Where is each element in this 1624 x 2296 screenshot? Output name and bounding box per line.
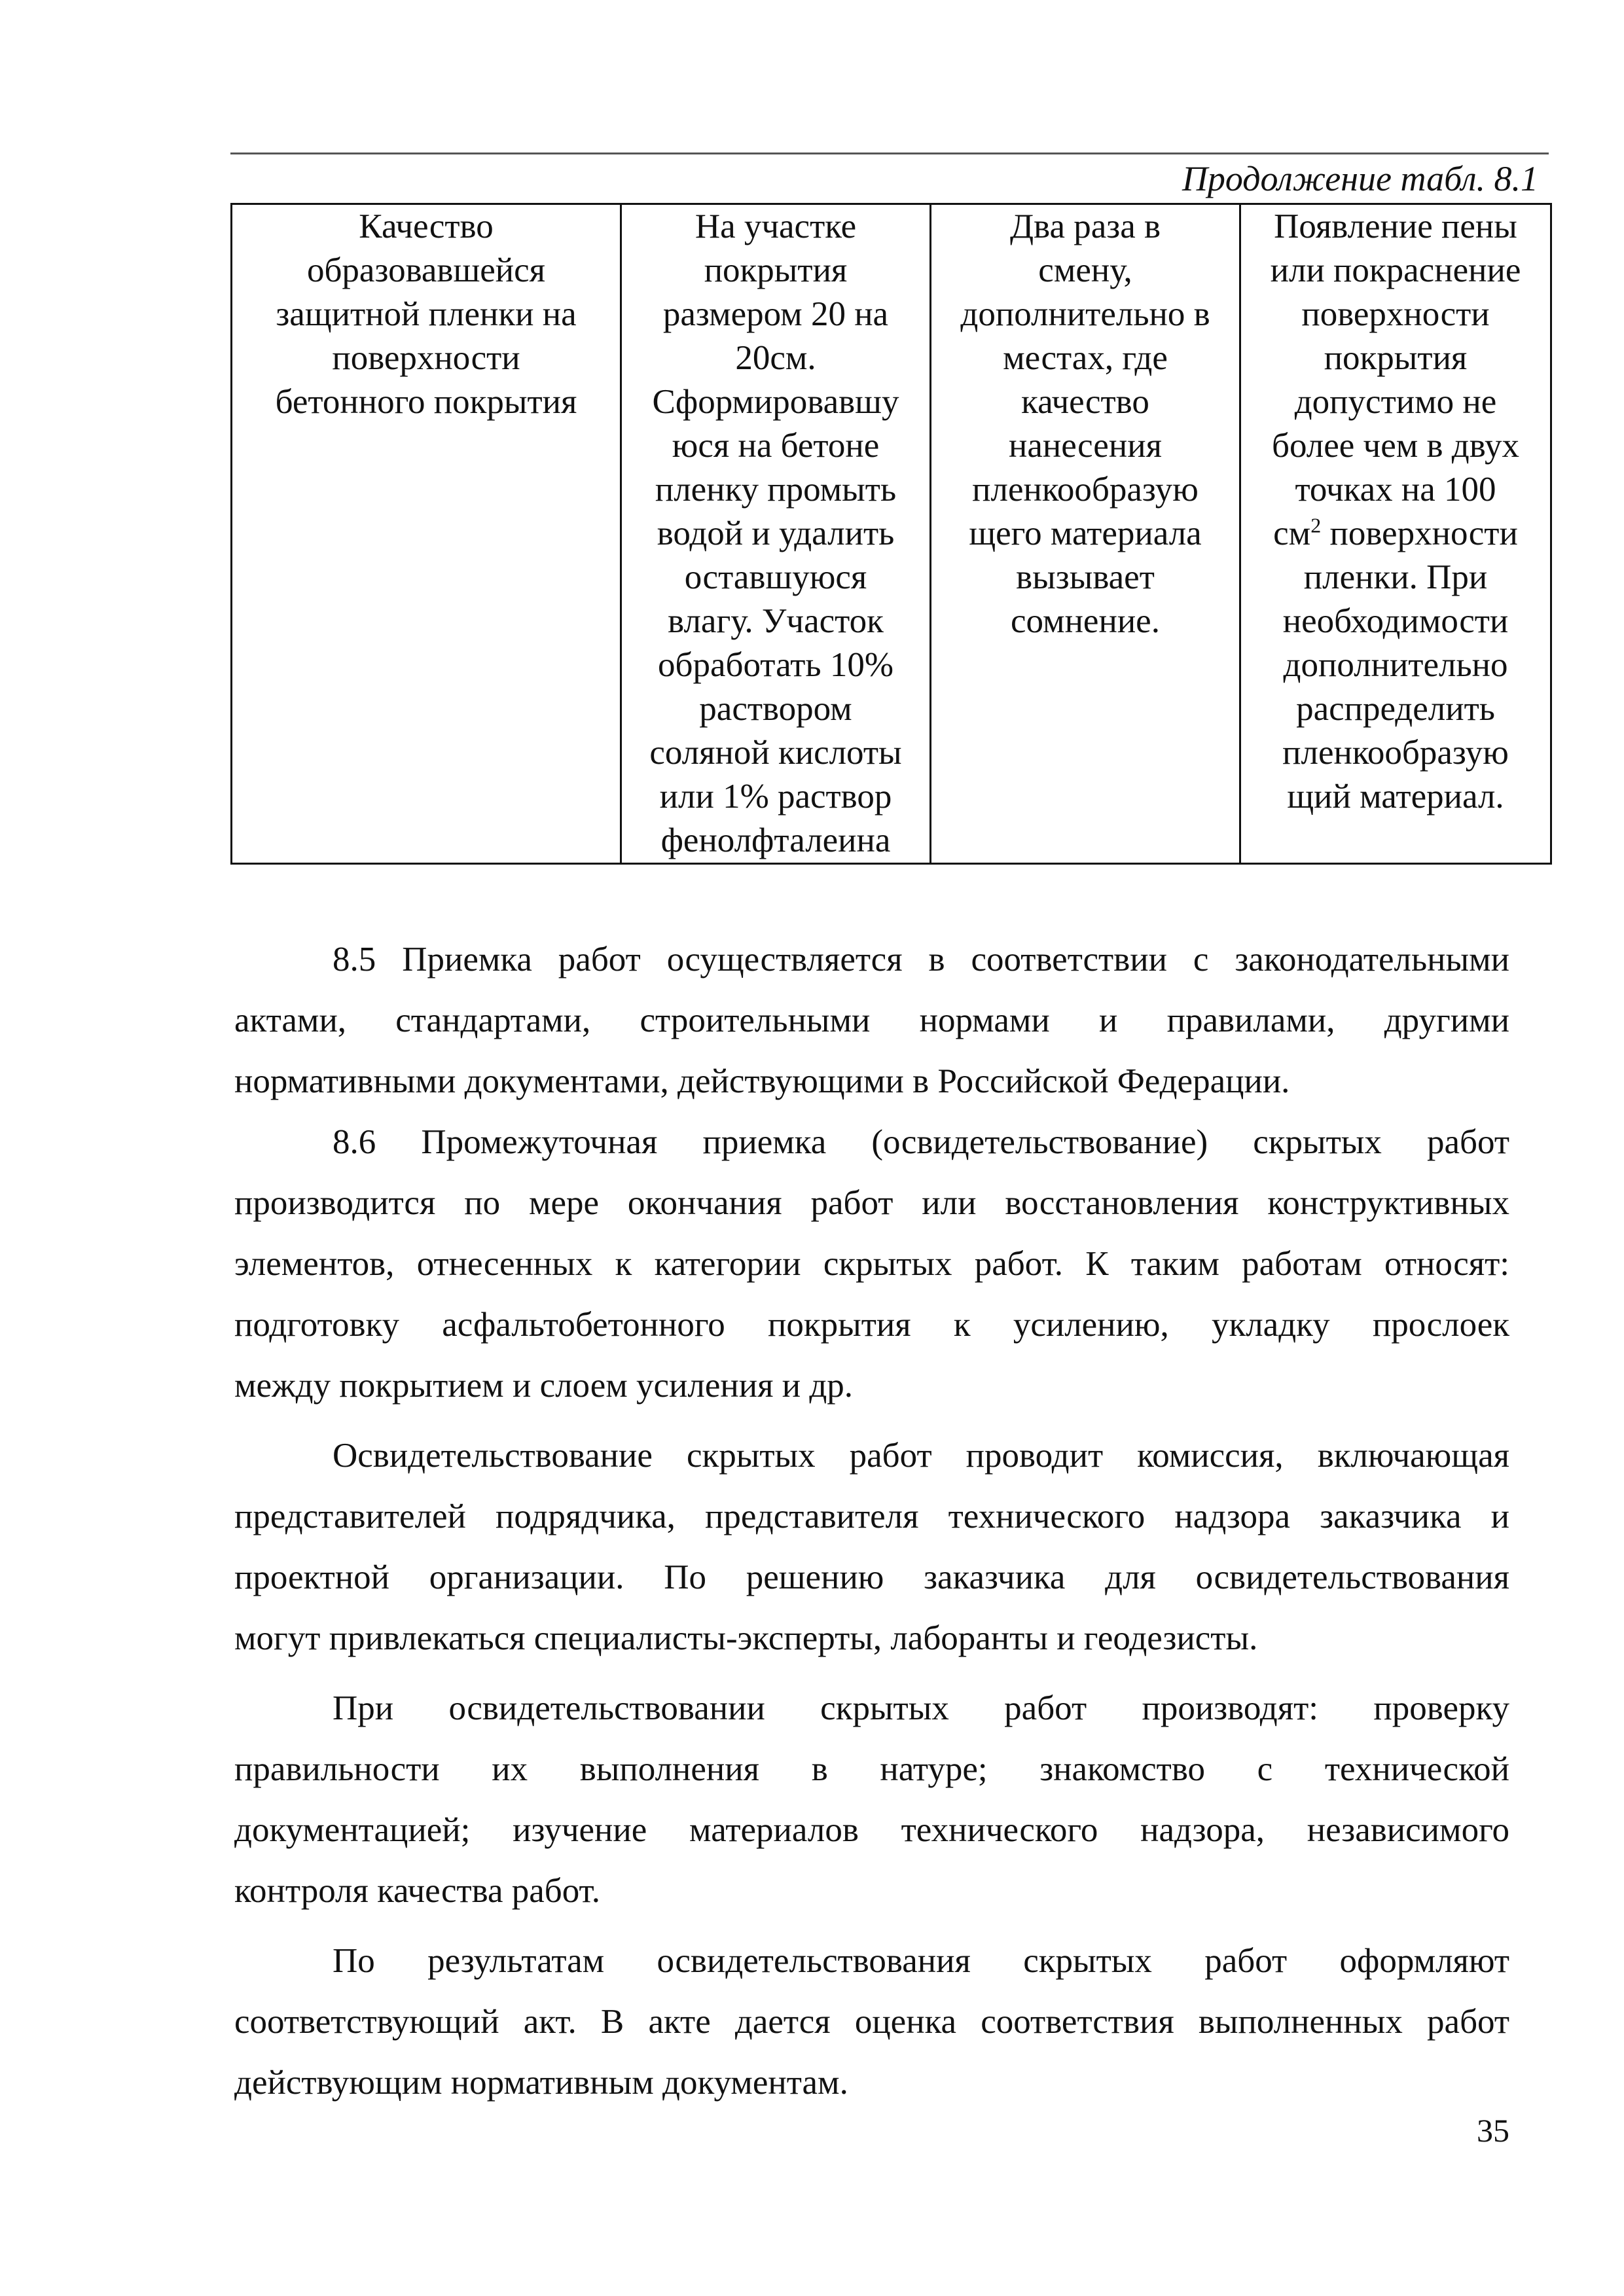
page-number: 35 xyxy=(1477,2112,1509,2149)
table-caption: Продолжение табл. 8.1 xyxy=(1182,159,1538,198)
body-text xyxy=(234,929,1509,2113)
paragraph-commission: Освидетельствование скрытых работ проводит комиссия, включающая представителей подрядчика, представителя технического надзора заказчика и проектной организации. По решению заказчика для освидетельствования могут привлекаться специалисты-эксперты, лаборанты и геодезисты. xyxy=(234,1437,1509,1657)
paragraph-inspection: При освидетельствовании скрытых работ производят: проверку правильности их выполнения в натуре; знакомство с технической документацией; изучение материалов технического надзора, независимого контроля качества работ. xyxy=(234,1689,1509,1910)
continuation-table xyxy=(230,203,1552,865)
square-cm-line: $см^2$ поверхности xyxy=(1273,513,1518,552)
table-cell-parameter: Качество образовавшейся защитной пленки на поверхности бетонного покрытия xyxy=(232,204,621,864)
paragraph-8-5: 8.5 Приемка работ осуществляется в соответствии с законодательными актами, стандартами, строительными нормами и правилами, другими нормативными документами, действующими в Российской Федерации. xyxy=(234,941,1509,1100)
paragraph-act: По результатам освидетельствования скрытых работ оформляют соответствующий акт. В акте дается оценка соответствия выполненных работ действующим нормативным документам. xyxy=(234,1942,1509,2102)
top-rule xyxy=(230,152,1549,154)
table-cell-method: На участке покрытия размером 20 на 20см. Сформировавшу юся на бетоне пленку промыть водой и удалить оставшуюся влагу. Участок обработать 10% раствором соляной кислоты или 1% раствор фенолфталеина xyxy=(621,204,931,864)
table-row xyxy=(232,204,1551,864)
paragraph-8-6: 8.6 Промежуточная приемка (освидетельствование) скрытых работ производится по мере окончания работ или восстановления конструктивных элементов, отнесенных к категории скрытых работ. К таким работам относят: подготовку асфальтобетонного покрытия к усилению, укладку прослоек между покрытием и слоем усиления и др. xyxy=(234,1123,1509,1405)
table-cell-requirement: Появление пены или покраснение поверхности покрытия допустимо не более чем в двух точках на 100 $см^2$ поверхности пленки. При необходимости дополнительно распределить пленкообразую щий материал. xyxy=(1240,204,1551,864)
table-cell-frequency: Два раза в смену, дополнительно в местах, где качество нанесения пленкообразую щего материала вызывает сомнение. xyxy=(931,204,1240,864)
